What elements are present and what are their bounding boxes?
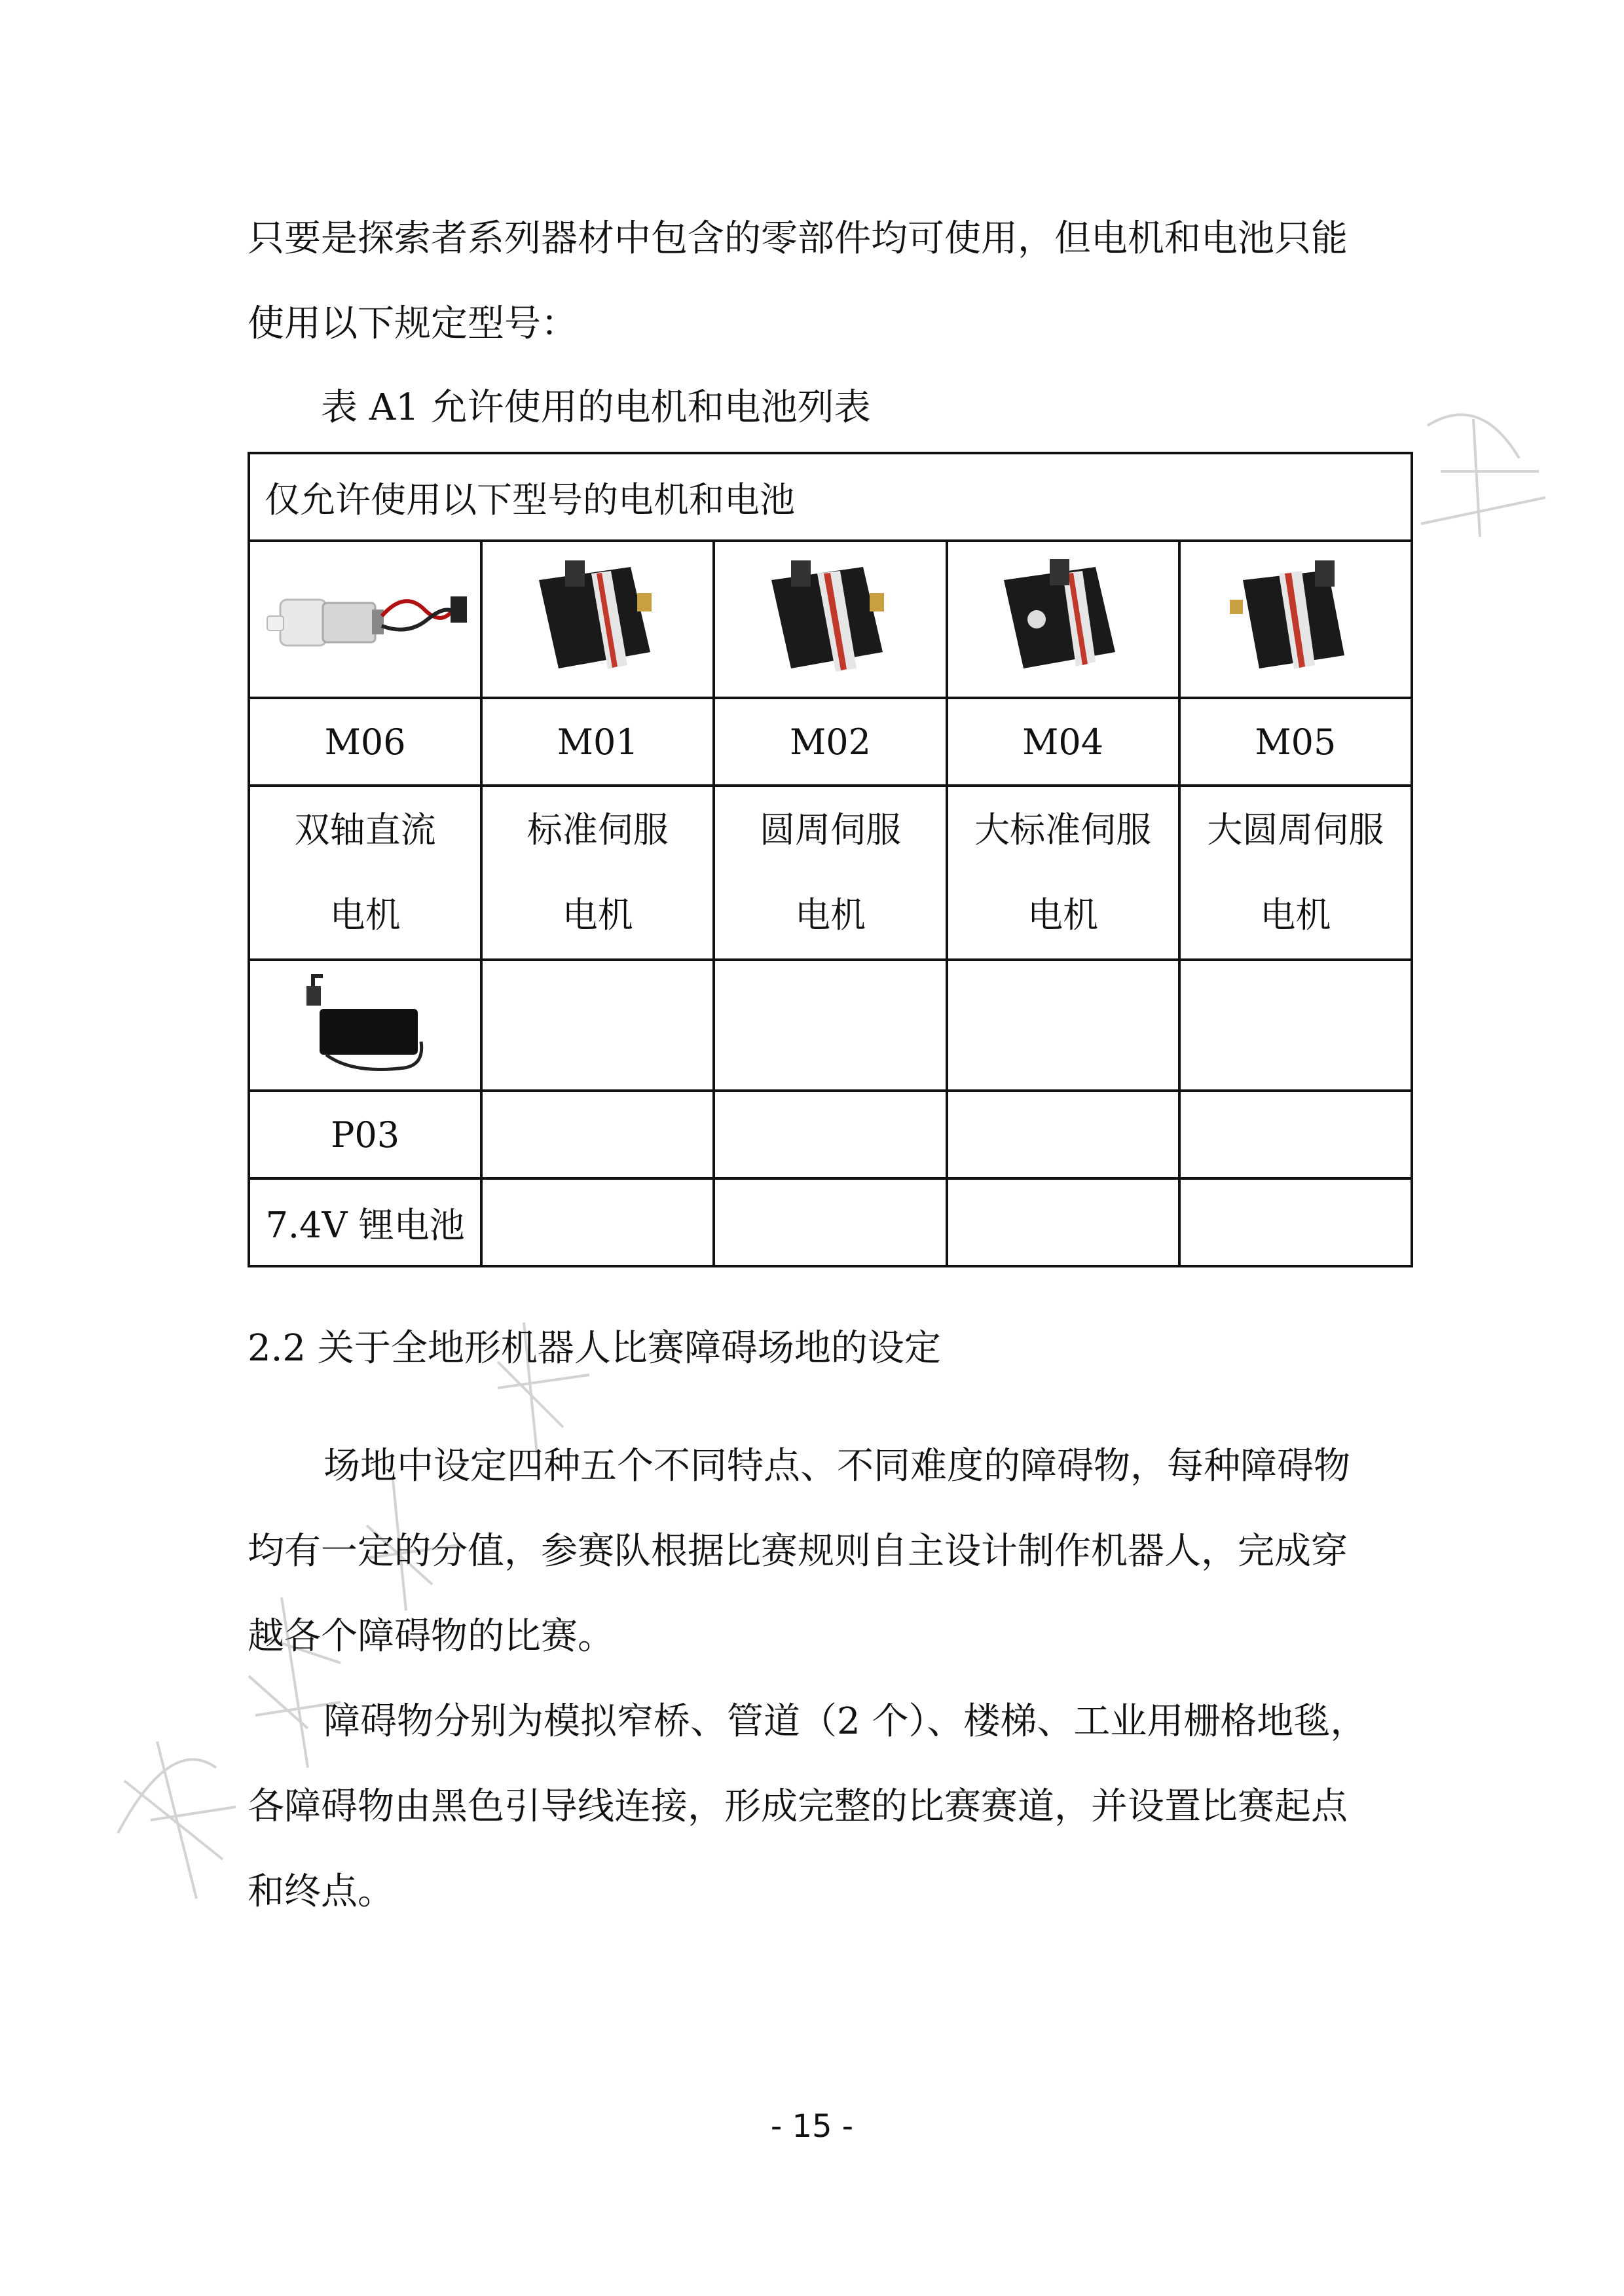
servo-icon bbox=[1217, 554, 1374, 685]
paragraph-1-line-1: 场地中设定四种五个不同特点、不同难度的障碍物，每种障碍物 bbox=[323, 1445, 1350, 1487]
section-heading: 2.2 关于全地形机器人比赛障碍场地的设定 bbox=[248, 1327, 941, 1370]
motor-code: M06 bbox=[249, 698, 481, 786]
dc-motor-icon bbox=[261, 564, 470, 675]
paragraph-2-line-1: 障碍物分别为模拟窄桥、管道（2 个）、楼梯、工业用栅格地毯， bbox=[323, 1700, 1367, 1743]
motor-name: 双轴直流 电机 bbox=[249, 786, 481, 960]
empty-cell bbox=[714, 1091, 946, 1178]
intro-line-1: 只要是探索者系列器材中包含的零部件均可使用，但电机和电池只能 bbox=[248, 217, 1348, 260]
battery-pack-icon bbox=[300, 970, 431, 1081]
empty-cell bbox=[1179, 960, 1412, 1091]
empty-cell bbox=[947, 1091, 1179, 1178]
battery-image-p03 bbox=[249, 960, 481, 1091]
servo-icon bbox=[752, 554, 909, 685]
empty-cell bbox=[1179, 1178, 1412, 1266]
parts-table bbox=[248, 452, 1413, 1267]
paragraph-1-line-2: 均有一定的分值，参赛队根据比赛规则自主设计制作机器人，完成穿 bbox=[248, 1530, 1348, 1573]
empty-cell bbox=[714, 960, 946, 1091]
paragraph-2-line-2: 各障碍物由黑色引导线连接，形成完整的比赛赛道，并设置比赛起点 bbox=[248, 1785, 1348, 1828]
motor-name: 圆周伺服 电机 bbox=[714, 786, 946, 960]
page-number: - 15 - bbox=[770, 2108, 854, 2145]
empty-cell bbox=[947, 1178, 1179, 1266]
empty-cell bbox=[481, 960, 714, 1091]
motor-image-m01 bbox=[481, 541, 714, 698]
empty-cell bbox=[481, 1091, 714, 1178]
battery-name: 7.4V 锂电池 bbox=[249, 1178, 481, 1266]
intro-line-2: 使用以下规定型号： bbox=[248, 302, 578, 345]
motor-code: M05 bbox=[1179, 698, 1412, 786]
battery-code: P03 bbox=[249, 1091, 481, 1178]
motor-image-m04 bbox=[947, 541, 1179, 698]
paragraph-1-line-3: 越各个障碍物的比赛。 bbox=[248, 1615, 614, 1658]
motor-name: 标准伺服 电机 bbox=[481, 786, 714, 960]
motor-name: 大标准伺服 电机 bbox=[947, 786, 1179, 960]
table-caption: 表 A1 允许使用的电机和电池列表 bbox=[321, 386, 871, 429]
motor-name: 大圆周伺服 电机 bbox=[1179, 786, 1412, 960]
empty-cell bbox=[947, 960, 1179, 1091]
motor-image-m06 bbox=[249, 541, 481, 698]
table-header: 仅允许使用以下型号的电机和电池 bbox=[249, 453, 1412, 541]
motor-code: M02 bbox=[714, 698, 946, 786]
empty-cell bbox=[1179, 1091, 1412, 1178]
empty-cell bbox=[714, 1178, 946, 1266]
motor-code: M04 bbox=[947, 698, 1179, 786]
servo-icon bbox=[519, 554, 676, 685]
motor-image-m02 bbox=[714, 541, 946, 698]
motor-code: M01 bbox=[481, 698, 714, 786]
empty-cell bbox=[481, 1178, 714, 1266]
paragraph-2-line-3: 和终点。 bbox=[248, 1870, 394, 1913]
servo-icon bbox=[984, 554, 1141, 685]
motor-image-m05 bbox=[1179, 541, 1412, 698]
